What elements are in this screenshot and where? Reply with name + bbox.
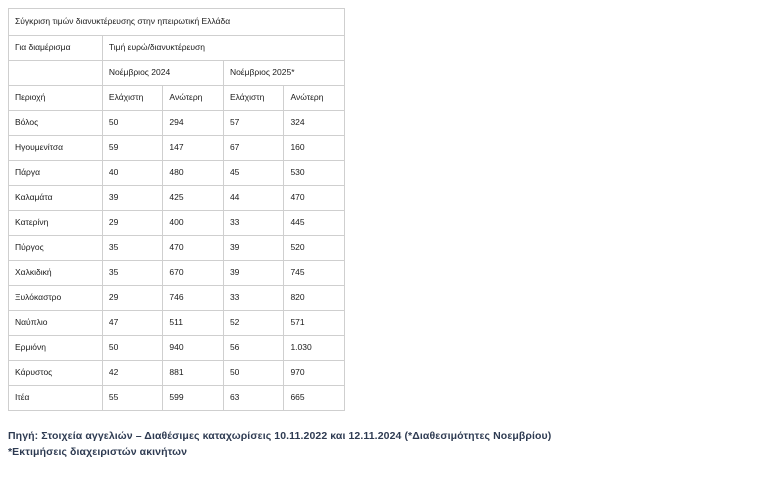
footnote-estimates: *Εκτιμήσεις διαχειριστών ακινήτων — [8, 446, 188, 459]
cell-min-2024: 35 — [102, 236, 163, 261]
cell-min-2025: 39 — [223, 261, 284, 286]
table-body — [9, 9, 345, 411]
cell-max-2025: 745 — [284, 261, 345, 286]
column-header-max-2025: Ανώτερη — [284, 86, 345, 111]
cell-max-2025: 324 — [284, 111, 345, 136]
cell-min-2024: 47 — [102, 311, 163, 336]
column-header-max-2024: Ανώτερη — [163, 86, 224, 111]
cell-min-2025: 56 — [223, 336, 284, 361]
cell-max-2025: 970 — [284, 361, 345, 386]
cell-min-2025: 45 — [223, 161, 284, 186]
cell-max-2024: 400 — [163, 211, 224, 236]
cell-min-2025: 44 — [223, 186, 284, 211]
cell-max-2024: 670 — [163, 261, 224, 286]
table-row — [9, 311, 345, 336]
period-header-2025: Νοέμβριος 2025* — [223, 61, 344, 86]
cell-max-2024: 470 — [163, 236, 224, 261]
cell-max-2024: 480 — [163, 161, 224, 186]
cell-max-2025: 470 — [284, 186, 345, 211]
cell-max-2024: 599 — [163, 386, 224, 411]
subtitle-right: Τιμή ευρώ/διανυκτέρευση — [102, 36, 344, 61]
column-header-region: Περιοχή — [9, 86, 103, 111]
cell-max-2025: 520 — [284, 236, 345, 261]
subtitle-left: Για διαμέρισμα — [9, 36, 103, 61]
cell-max-2025: 665 — [284, 386, 345, 411]
cell-max-2025: 571 — [284, 311, 345, 336]
cell-min-2024: 40 — [102, 161, 163, 186]
cell-region: Βόλος — [9, 111, 103, 136]
cell-min-2025: 39 — [223, 236, 284, 261]
footnote-source: Πηγή: Στοιχεία αγγελιών – Διαθέσιμες καταχωρίσεις 10.11.2022 και 12.11.2024 (*Διαθεσιμότητες Νοεμβρίου) — [8, 430, 552, 442]
column-header-min-2024: Ελάχιστη — [102, 86, 163, 111]
table-row — [9, 386, 345, 411]
table-row — [9, 111, 345, 136]
table-row — [9, 136, 345, 161]
cell-min-2025: 50 — [223, 361, 284, 386]
cell-max-2024: 940 — [163, 336, 224, 361]
cell-min-2025: 33 — [223, 211, 284, 236]
cell-min-2025: 57 — [223, 111, 284, 136]
cell-region: Ηγουμενίτσα — [9, 136, 103, 161]
cell-min-2025: 52 — [223, 311, 284, 336]
table-row — [9, 236, 345, 261]
cell-region: Ναύπλιο — [9, 311, 103, 336]
cell-region: Πάργα — [9, 161, 103, 186]
cell-region: Κατερίνη — [9, 211, 103, 236]
table-subtitle-row — [9, 36, 345, 61]
cell-min-2025: 33 — [223, 286, 284, 311]
cell-max-2024: 294 — [163, 111, 224, 136]
cell-max-2025: 530 — [284, 161, 345, 186]
table-row — [9, 261, 345, 286]
cell-max-2024: 881 — [163, 361, 224, 386]
cell-max-2025: 1.030 — [284, 336, 345, 361]
table-row — [9, 336, 345, 361]
cell-max-2024: 511 — [163, 311, 224, 336]
cell-region: Ερμιόνη — [9, 336, 103, 361]
cell-region: Πύργος — [9, 236, 103, 261]
cell-min-2025: 63 — [223, 386, 284, 411]
price-comparison-table — [8, 8, 345, 411]
cell-region: Καλαμάτα — [9, 186, 103, 211]
cell-min-2025: 67 — [223, 136, 284, 161]
period-header-row — [9, 61, 345, 86]
cell-max-2025: 445 — [284, 211, 345, 236]
cell-min-2024: 42 — [102, 361, 163, 386]
cell-min-2024: 50 — [102, 111, 163, 136]
column-header-min-2025: Ελάχιστη — [223, 86, 284, 111]
table-row — [9, 211, 345, 236]
cell-region: Ξυλόκαστρο — [9, 286, 103, 311]
cell-max-2024: 147 — [163, 136, 224, 161]
cell-min-2024: 29 — [102, 211, 163, 236]
cell-max-2024: 746 — [163, 286, 224, 311]
cell-min-2024: 59 — [102, 136, 163, 161]
table-row — [9, 361, 345, 386]
cell-max-2025: 820 — [284, 286, 345, 311]
table-title: Σύγκριση τιμών διανυκτέρευσης στην ηπειρωτική Ελλάδα — [9, 9, 345, 36]
cell-min-2024: 50 — [102, 336, 163, 361]
cell-min-2024: 39 — [102, 186, 163, 211]
table-title-row — [9, 9, 345, 36]
table-row — [9, 286, 345, 311]
cell-max-2025: 160 — [284, 136, 345, 161]
cell-min-2024: 29 — [102, 286, 163, 311]
cell-region: Χαλκιδική — [9, 261, 103, 286]
cell-region: Κάρυστος — [9, 361, 103, 386]
cell-max-2024: 425 — [163, 186, 224, 211]
cell-region: Ιτέα — [9, 386, 103, 411]
period-blank-cell — [9, 61, 103, 86]
cell-min-2024: 35 — [102, 261, 163, 286]
table-row — [9, 186, 345, 211]
footnotes — [8, 428, 748, 461]
cell-min-2024: 55 — [102, 386, 163, 411]
period-header-2024: Νοέμβριος 2024 — [102, 61, 223, 86]
column-header-row — [9, 86, 345, 111]
table-row — [9, 161, 345, 186]
